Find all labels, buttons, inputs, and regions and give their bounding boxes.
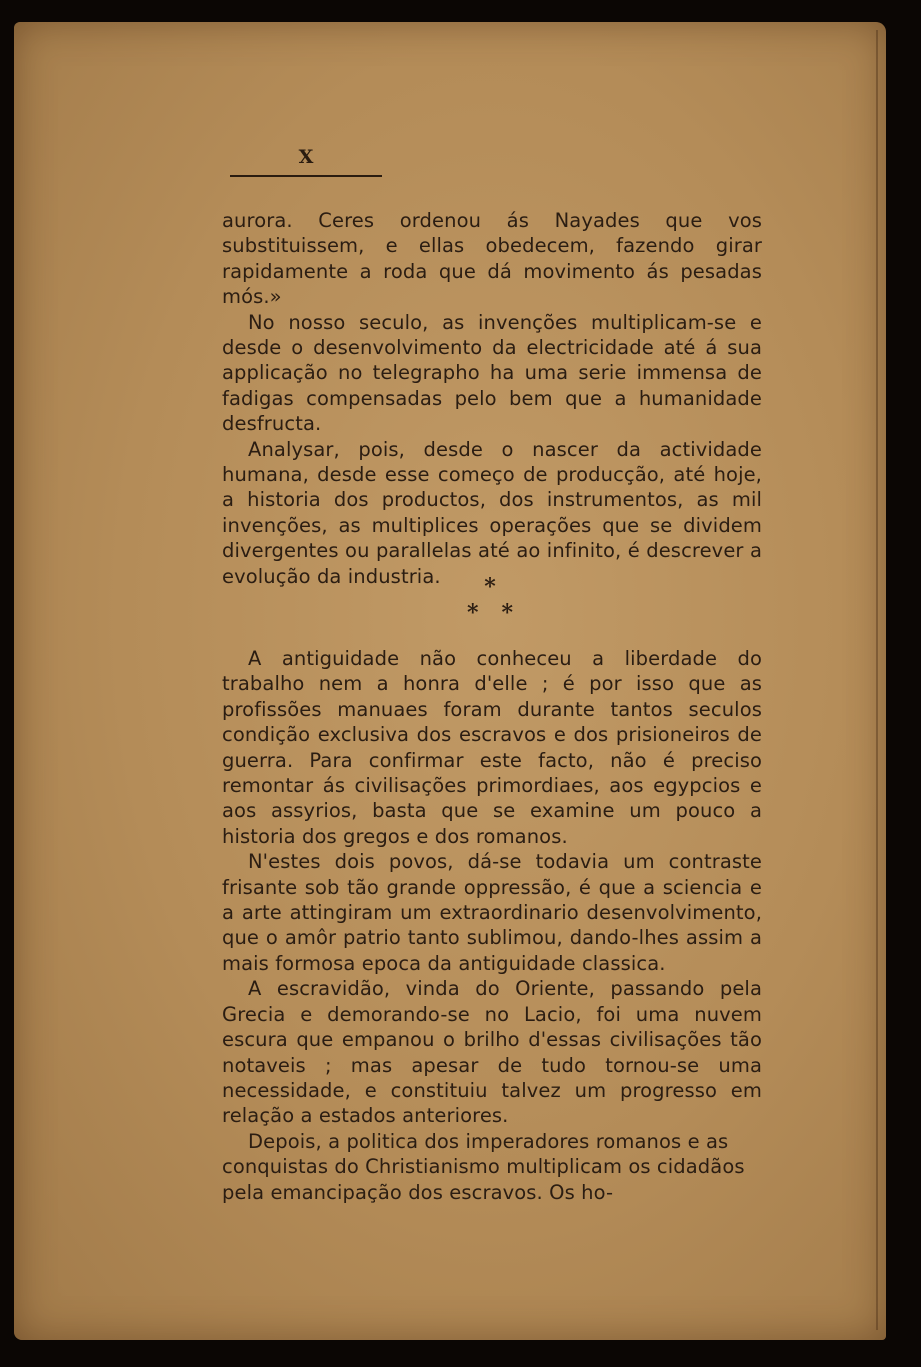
paragraph: N'estes dois povos, dá-se todavia um contraste frisante sob tão grande oppressão, é que a sciencia e a arte attingiram um extraordinario desenvolvimento, que o amôr patrio tanto sublimou, dando-lhes assim a mais formosa epoca da antiguidade classica. xyxy=(222,850,762,975)
paragraph: Analysar, pois, desde o nascer da actividade humana, desde esse começo de producção, até hoje, a historia dos productos, dos instrumentos, as mil invenções, as multiplices operações que se dividem divergentes ou parallelas até ao infinito, é descrever a evolução da industria. xyxy=(222,437,762,588)
section-separator xyxy=(420,574,560,626)
separator-stars-bottom: * * xyxy=(467,600,513,626)
paragraph: A antiguidade não conheceu a liberdade do trabalho nem a honra d'elle ; é por isso que as profissões manuaes foram durante tantos seculos condição exclusiva dos escravos e dos prisioneiros de guerra. Para confirmar este facto, não é preciso remontar ás civilisações primordiaes, aos egypcios e aos assyrios, basta que se examine um pouco a historia dos gregos e dos romanos. xyxy=(222,647,762,848)
paragraph: aurora. Ceres ordenou ás Nayades que vos substituissem, e ellas obedecem, fazendo girar rapidamente a roda que dá movimento ás pesadas mós.» xyxy=(222,209,762,309)
paragraph: Depois, a politica dos imperadores romanos e as conquistas do Christianismo multiplicam os cidadãos pela emancipação dos escravos. Os ho- xyxy=(222,1129,745,1204)
paragraph: No nosso seculo, as invenções multiplicam-se e desde o desenvolvimento da electricidade até á sua applicação no telegrapho ha uma serie immensa de fadigas compensadas pelo bem que a humanidade desfructa. xyxy=(222,310,762,436)
text-block-1 xyxy=(222,208,762,589)
paragraph: A escravidão, vinda do Oriente, passando pela Grecia e demorando-se no Lacio, foi uma nuvem escura que empanou o brilho d'essas civilisações tão notaveis ; mas apesar de tudo tornou-se uma necessidade, e constituiu talvez um progresso em relação a estados anteriores. xyxy=(222,977,762,1128)
separator-star-top: * xyxy=(484,574,496,600)
text-block-2 xyxy=(222,646,762,1205)
page-number: X xyxy=(298,146,314,168)
page-edge xyxy=(876,30,878,1330)
header-rule xyxy=(230,175,382,177)
